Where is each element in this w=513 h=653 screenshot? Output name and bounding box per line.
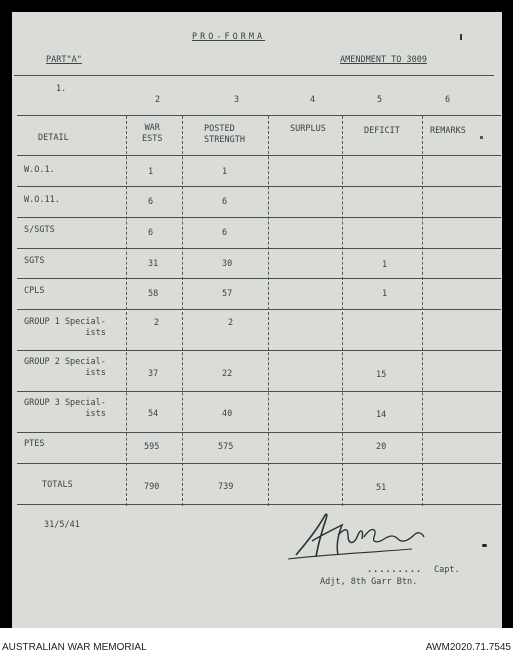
row-posted: 575 [218,442,234,452]
row-posted: 30 [222,259,233,269]
row-detail: GROUP 1 Special- ists [24,317,106,338]
row-detail: PTES [24,439,45,449]
row-detail: GROUP 3 Special- ists [24,398,106,419]
row-detail: SGTS [24,256,45,266]
colnum-3: 3 [234,95,240,105]
ink-mark [460,34,462,40]
colnum-6: 6 [445,95,451,105]
ink-mark [480,136,483,139]
row-posted: 40 [222,409,233,419]
col-rule-4 [342,116,343,506]
row-detail: W.O.1. [24,165,55,175]
colnum-1: 1. [56,84,67,94]
document-date: 31/5/41 [44,520,80,530]
footer-institution: AUSTRALIAN WAR MEMORIAL [2,642,147,653]
row-deficit: 20 [376,442,387,452]
row-deficit: 14 [376,410,387,420]
row-rule [17,463,501,464]
row-rule [17,217,501,218]
row-posted: 1 [222,167,228,177]
row-war-ests: 31 [148,259,159,269]
header-surplus: SURPLUS [290,124,326,134]
colnum-2: 2 [155,95,161,105]
row-posted: 6 [222,197,228,207]
signature-appointment: Adjt, 8th Garr Btn. [320,577,418,587]
ink-mark [482,544,487,547]
totals-label: TOTALS [42,480,73,490]
row-posted: 22 [222,369,233,379]
row-war-ests: 58 [148,289,159,299]
header-posted-strength: POSTED STRENGTH [204,124,245,145]
row-deficit: 1 [382,289,388,299]
row-rule [17,186,501,187]
header-war-ests: WAR ESTS [142,123,163,144]
handwritten-signature [282,505,432,565]
header-detail: DETAIL [38,133,69,143]
row-posted: 2 [228,318,234,328]
row-deficit: 1 [382,260,388,270]
totals-deficit: 51 [376,483,387,493]
row-rule [17,309,501,310]
row-detail: W.O.11. [24,195,60,205]
row-rule [17,155,501,156]
row-detail: GROUP 2 Special- ists [24,357,106,378]
totals-war-ests: 790 [144,482,160,492]
totals-posted: 739 [218,482,234,492]
col-rule-5 [422,116,423,506]
footer-accession-number: AWM2020.71.7545 [425,642,511,653]
form-title: PRO-FORMA [192,32,266,42]
col-rule-2 [182,116,183,506]
colnum-4: 4 [310,95,316,105]
colnum-5: 5 [377,95,383,105]
rule-top [14,75,494,76]
row-war-ests: 595 [144,442,160,452]
row-posted: 57 [222,289,233,299]
row-war-ests: 54 [148,409,159,419]
row-rule [17,248,501,249]
header-deficit: DEFICIT [364,126,400,136]
row-rule [17,391,501,392]
row-war-ests: 6 [148,228,154,238]
row-war-ests: 6 [148,197,154,207]
row-rule [17,350,501,351]
signature-dots: ......... [367,565,423,575]
row-detail: S/SGTS [24,225,55,235]
row-rule [17,432,501,433]
rule-header-top [17,115,501,116]
row-war-ests: 37 [148,369,159,379]
col-rule-3 [268,116,269,506]
signature-rank: Capt. [434,565,460,575]
col-rule-1 [126,116,127,506]
header-remarks: REMARKS [430,126,466,136]
part-label: PART"A" [46,55,82,65]
row-deficit: 15 [376,370,387,380]
row-detail: CPLS [24,286,45,296]
amendment-label: AMENDMENT TO 3009 [340,55,427,65]
row-posted: 6 [222,228,228,238]
row-war-ests: 1 [148,167,154,177]
row-rule [17,278,501,279]
row-war-ests: 2 [154,318,160,328]
archive-footer [0,628,513,653]
